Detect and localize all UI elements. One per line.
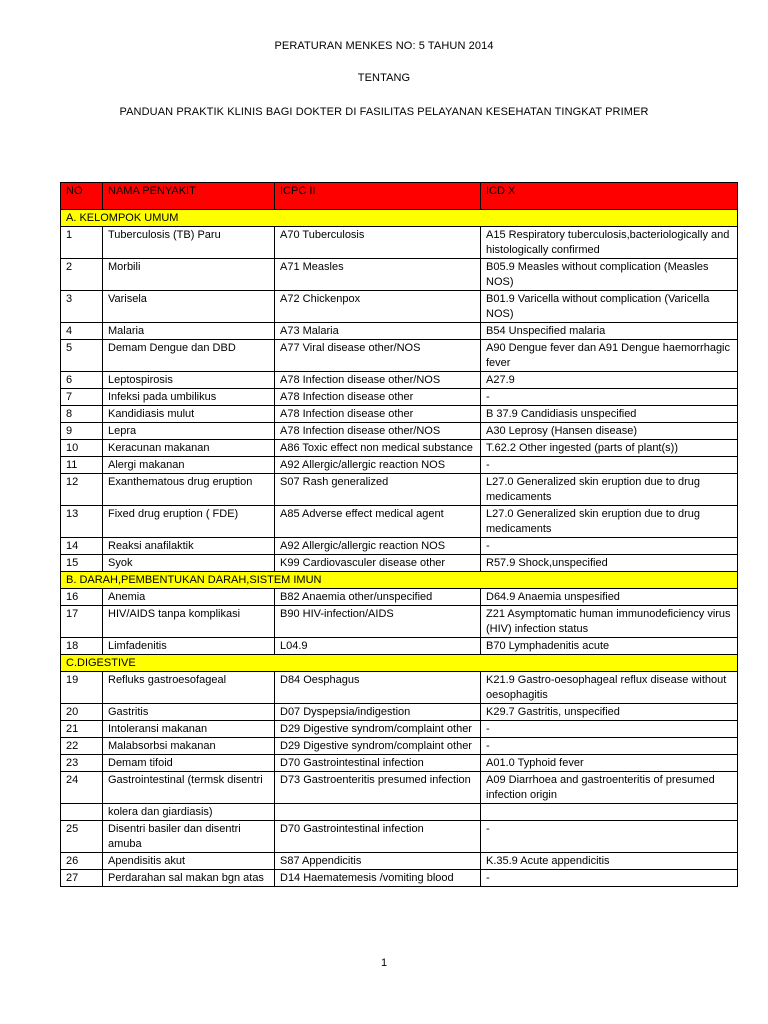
cell-no: 23 <box>61 755 103 772</box>
cell-icpc <box>275 804 481 821</box>
cell-icpc: D73 Gastroenteritis presumed infection <box>275 772 481 804</box>
table-row <box>61 372 738 389</box>
cell-icd: Z21 Asymptomatic human immunodeficiency virus (HIV) infection status <box>481 606 738 638</box>
section-label: C.DIGESTIVE <box>61 655 738 672</box>
cell-icd: K.35.9 Acute appendicitis <box>481 853 738 870</box>
cell-icd: - <box>481 870 738 887</box>
cell-icpc: A78 Infection disease other <box>275 389 481 406</box>
cell-no: 6 <box>61 372 103 389</box>
cell-disease-name: Perdarahan sal makan bgn atas <box>103 870 275 887</box>
column-header-icd: ICD X <box>481 183 738 210</box>
cell-disease-name: Fixed drug eruption ( FDE) <box>103 506 275 538</box>
table-row <box>61 538 738 555</box>
document-heading: PANDUAN PRAKTIK KLINIS BAGI DOKTER DI FASILITAS PELAYANAN KESEHATAN TINGKAT PRIMER <box>119 106 649 118</box>
table-row <box>61 853 738 870</box>
cell-no: 24 <box>61 772 103 804</box>
document-title: PERATURAN MENKES NO: 5 TAHUN 2014 <box>274 40 494 52</box>
cell-icd <box>481 804 738 821</box>
cell-icd: - <box>481 821 738 853</box>
cell-disease-name: Tuberculosis (TB) Paru <box>103 227 275 259</box>
section-row <box>61 210 738 227</box>
cell-no: 2 <box>61 259 103 291</box>
cell-disease-name: Malaria <box>103 323 275 340</box>
cell-no: 14 <box>61 538 103 555</box>
table-row <box>61 606 738 638</box>
cell-no: 7 <box>61 389 103 406</box>
cell-no: 17 <box>61 606 103 638</box>
cell-icpc: A92 Allergic/allergic reaction NOS <box>275 457 481 474</box>
cell-icd: A15 Respiratory tuberculosis,bacteriologically and histologically confirmed <box>481 227 738 259</box>
cell-disease-name: Morbili <box>103 259 275 291</box>
table-row <box>61 821 738 853</box>
cell-icd: T.62.2 Other ingested (parts of plant(s)) <box>481 440 738 457</box>
cell-icpc: K99 Cardiovasculer disease other <box>275 555 481 572</box>
cell-icpc: A73 Malaria <box>275 323 481 340</box>
cell-no: 15 <box>61 555 103 572</box>
column-header-no: NO <box>61 183 103 210</box>
table-row <box>61 506 738 538</box>
cell-icpc: B82 Anaemia other/unspecified <box>275 589 481 606</box>
cell-icd: B01.9 Varicella without complication (Varicella NOS) <box>481 291 738 323</box>
cell-disease-name: Leptospirosis <box>103 372 275 389</box>
cell-disease-name: Demam tifoid <box>103 755 275 772</box>
cell-no: 4 <box>61 323 103 340</box>
cell-icpc: S87 Appendicitis <box>275 853 481 870</box>
cell-disease-name: Reaksi anafilaktik <box>103 538 275 555</box>
cell-icd: - <box>481 721 738 738</box>
cell-no: 5 <box>61 340 103 372</box>
cell-disease-name: Demam Dengue dan DBD <box>103 340 275 372</box>
section-row <box>61 572 738 589</box>
cell-icd: L27.0 Generalized skin eruption due to drug medicaments <box>481 474 738 506</box>
cell-disease-name: Syok <box>103 555 275 572</box>
cell-icpc: A71 Measles <box>275 259 481 291</box>
section-label: A. KELOMPOK UMUM <box>61 210 738 227</box>
table-row <box>61 589 738 606</box>
cell-no: 22 <box>61 738 103 755</box>
table-row <box>61 721 738 738</box>
cell-disease-name: Gastrointestinal (termsk disentri <box>103 772 275 804</box>
cell-icpc: D29 Digestive syndrom/complaint other <box>275 721 481 738</box>
section-label: B. DARAH,PEMBENTUKAN DARAH,SISTEM IMUN <box>61 572 738 589</box>
cell-disease-name: Intoleransi makanan <box>103 721 275 738</box>
table-row <box>61 291 738 323</box>
cell-no: 18 <box>61 638 103 655</box>
cell-disease-name: Gastritis <box>103 704 275 721</box>
cell-disease-name: Infeksi pada umbilikus <box>103 389 275 406</box>
cell-disease-name: Anemia <box>103 589 275 606</box>
table-row <box>61 323 738 340</box>
cell-icpc: A77 Viral disease other/NOS <box>275 340 481 372</box>
cell-no: 3 <box>61 291 103 323</box>
cell-icd: B70 Lymphadenitis acute <box>481 638 738 655</box>
cell-no: 19 <box>61 672 103 704</box>
cell-icd: B 37.9 Candidiasis unspecified <box>481 406 738 423</box>
cell-no <box>61 804 103 821</box>
column-header-name: NAMA PENYAKIT <box>103 183 275 210</box>
cell-icd: K29.7 Gastritis, unspecified <box>481 704 738 721</box>
table-row <box>61 389 738 406</box>
table-row <box>61 259 738 291</box>
cell-icd: A27.9 <box>481 372 738 389</box>
cell-disease-name: Varisela <box>103 291 275 323</box>
cell-icpc: A78 Infection disease other <box>275 406 481 423</box>
cell-icpc: B90 HIV-infection/AIDS <box>275 606 481 638</box>
table-row <box>61 457 738 474</box>
cell-icpc: A70 Tuberculosis <box>275 227 481 259</box>
cell-disease-name: Malabsorbsi makanan <box>103 738 275 755</box>
cell-icd: R57.9 Shock,unspecified <box>481 555 738 572</box>
cell-icpc: A72 Chickenpox <box>275 291 481 323</box>
cell-icd: B05.9 Measles without complication (Measles NOS) <box>481 259 738 291</box>
disease-table <box>60 182 738 887</box>
table-row <box>61 672 738 704</box>
cell-disease-name: kolera dan giardiasis) <box>103 804 275 821</box>
cell-icd: L27.0 Generalized skin eruption due to drug medicaments <box>481 506 738 538</box>
cell-disease-name: HIV/AIDS tanpa komplikasi <box>103 606 275 638</box>
cell-icpc: A78 Infection disease other/NOS <box>275 372 481 389</box>
cell-icpc: D29 Digestive syndrom/complaint other <box>275 738 481 755</box>
cell-disease-name: Keracunan makanan <box>103 440 275 457</box>
cell-disease-name: Disentri basiler dan disentri amuba <box>103 821 275 853</box>
cell-icd: A01.0 Typhoid fever <box>481 755 738 772</box>
cell-no: 21 <box>61 721 103 738</box>
cell-icpc: A92 Allergic/allergic reaction NOS <box>275 538 481 555</box>
cell-icpc: D14 Haematemesis /vomiting blood <box>275 870 481 887</box>
cell-no: 13 <box>61 506 103 538</box>
cell-icd: K21.9 Gastro-oesophageal reflux disease without oesophagitis <box>481 672 738 704</box>
column-header-icpc: ICPC II <box>275 183 481 210</box>
cell-icd: - <box>481 389 738 406</box>
cell-no: 12 <box>61 474 103 506</box>
cell-icd: - <box>481 738 738 755</box>
table-row <box>61 772 738 804</box>
cell-icpc: D84 Oesphagus <box>275 672 481 704</box>
cell-disease-name: Exanthematous drug eruption <box>103 474 275 506</box>
table-row <box>61 738 738 755</box>
section-row <box>61 655 738 672</box>
cell-disease-name: Alergi makanan <box>103 457 275 474</box>
cell-icpc: D07 Dyspepsia/indigestion <box>275 704 481 721</box>
cell-icpc: A86 Toxic effect non medical substance <box>275 440 481 457</box>
cell-icpc: A85 Adverse effect medical agent <box>275 506 481 538</box>
cell-no: 27 <box>61 870 103 887</box>
cell-disease-name: Kandidiasis mulut <box>103 406 275 423</box>
table-row <box>61 755 738 772</box>
cell-icd: D64.9 Anaemia unspesified <box>481 589 738 606</box>
cell-icpc: D70 Gastrointestinal infection <box>275 821 481 853</box>
cell-icpc: L04.9 <box>275 638 481 655</box>
table-row <box>61 406 738 423</box>
cell-no: 1 <box>61 227 103 259</box>
cell-no: 11 <box>61 457 103 474</box>
table-header-row <box>61 183 738 210</box>
cell-disease-name: Apendisitis akut <box>103 853 275 870</box>
cell-disease-name: Refluks gastroesofageal <box>103 672 275 704</box>
cell-no: 16 <box>61 589 103 606</box>
cell-no: 9 <box>61 423 103 440</box>
cell-icpc: S07 Rash generalized <box>275 474 481 506</box>
table-row <box>61 638 738 655</box>
table-row <box>61 474 738 506</box>
cell-no: 20 <box>61 704 103 721</box>
cell-no: 8 <box>61 406 103 423</box>
table-row <box>61 804 738 821</box>
cell-icd: - <box>481 457 738 474</box>
cell-icd: B54 Unspecified malaria <box>481 323 738 340</box>
table-row <box>61 555 738 572</box>
table-row <box>61 423 738 440</box>
cell-no: 25 <box>61 821 103 853</box>
document-subtitle: TENTANG <box>357 72 411 84</box>
table-row <box>61 227 738 259</box>
page-number: 1 <box>380 957 388 969</box>
cell-icd: A90 Dengue fever dan A91 Dengue haemorrhagic fever <box>481 340 738 372</box>
table-row <box>61 340 738 372</box>
cell-icpc: D70 Gastrointestinal infection <box>275 755 481 772</box>
cell-icd: A09 Diarrhoea and gastroenteritis of presumed infection origin <box>481 772 738 804</box>
cell-disease-name: Lepra <box>103 423 275 440</box>
cell-icd: A30 Leprosy (Hansen disease) <box>481 423 738 440</box>
cell-disease-name: Limfadenitis <box>103 638 275 655</box>
disease-table-body <box>61 183 738 887</box>
table-row <box>61 870 738 887</box>
cell-no: 10 <box>61 440 103 457</box>
table-row <box>61 440 738 457</box>
table-row <box>61 704 738 721</box>
cell-icpc: A78 Infection disease other/NOS <box>275 423 481 440</box>
cell-icd: - <box>481 538 738 555</box>
cell-no: 26 <box>61 853 103 870</box>
